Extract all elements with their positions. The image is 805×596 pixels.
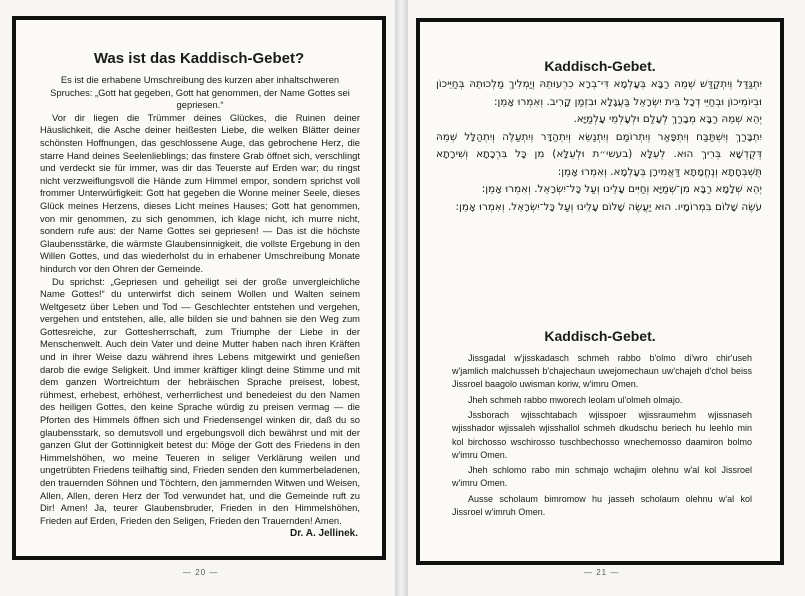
author-signature: Dr. A. Jellinek. (290, 528, 358, 539)
right-page-frame (416, 18, 784, 565)
translit-paragraph-2: Jheh schmeh rabbo mworech leolam ul'olmeh olmajo. (468, 394, 683, 405)
book-gutter (395, 0, 408, 596)
left-page (0, 0, 395, 596)
translit-paragraph-3: Jssborach wjisschtabach wjisspoer wjissraumehm wjissnaseh wjisshador wjissaleh wjisshallol schmeh dkudschu beriech hu leehlo min kol birchosso wschirosso tuschbechosso wnechemosso daamiron bolmo w'imru Omen. (452, 410, 752, 460)
left-page-title: Was ist das Kaddisch-Gebet? (93, 50, 305, 67)
left-page-body (40, 74, 360, 527)
hebrew-section-title: Kaddisch-Gebet. (544, 58, 656, 74)
translit-paragraph-4: Jheh schlomo rabo min schmajo wchajim olehnu w'al kol Jissroel w'imru Omen. (452, 465, 752, 489)
hebrew-paragraph-5: עֹשֶׂה שָׁלוֹם בִּמְרוֹמָיו. הוּא יַעֲשֶׂה שָׁלוֹם עָלֵינוּ וְעַל כָּל־יִשְׂרָאֵל. וְאִמְרוּ אָמֵן: (455, 200, 762, 213)
hebrew-kaddish-text (436, 76, 762, 216)
right-page-number: — 21 — (584, 568, 620, 577)
hebrew-paragraph-4: יְהֵא שְׁלָמָא רַבָּא מִן־שְׁמַיָּא וְחַיִּים עָלֵינוּ וְעַל כָּל־יִשְׂרָאֵל. וְאִמְרוּ אָמֵן: (481, 183, 762, 195)
hebrew-paragraph-2: יְהֵא שְׁמֵהּ רַבָּא מְבָרַךְ לְעָלַם וּלְעָלְמֵי עָלְמַיָּא. (573, 113, 762, 125)
left-paragraph-1: Es ist die erhabene Umschreibung des kurzen aber inhaltschweren Spruches: „Gott hat gegeben, Gott hat genommen, der Name Gottes sei gepriesen.“ (50, 74, 350, 111)
left-paragraph-3: Du sprichst: „Gepriesen und geheiligt sei der große unvergleichliche Name Gottes!“ du unterwirfst dich seinem Wollen und Walten seinem Weltgesetz über Leben und Tod — Geschlechter entstehen und vergehen, vergehen und entstehen, alle, alle bilden sie und bahnen sie den Weg zum Gottesreiche, zur Gottesherrschaft, zum Triumphe der Liebe in der Menschenwelt. Auch dein Vater und deine Mutter haben nach ihren Kräften und in ihrer Weise dazu während ihres Lebens mitgewirkt und genießen darob die ewige Seligkeit. Und immer kräftiger klingt deine Stimme und mit dem ganzen Wortreichtum der hebräischen Sprache preisest, lobest, rühmest, erhebest, erhöhest, verherrlichest und benedeiest du den Namen des heiligen Gottes, den keine Sprache würdig zu preisen vermag — die Pforten des Himmels öffnen sich und Friedensengel winken dir, daß du so glaubensstark, so demutsvoll und ergebungsvoll dich bewährst und mit der ganzen Glut der Gottinnigkeit betest du: Möge der Gott des Friedens in den Himmelshöhen, wo meine Teueren in seliger Verklärung weilen und ungetrübten Friedens teilhaftig sind, Frieden senden den kummerbeladenen, den trauernden Söhnen und Töchtern, den jammernden Witwen und Weisen, Allen, Allen, deren Herz der Tod verwundet hat, und die Gemeinde ruft zu Dir! Amen! Ja, teurer Glaubensbruder, Frieden in den Himmelshöhen, Frieden auf Erden, Frieden den Seligen, Frieden den Trauernden! Amen. (40, 275, 360, 526)
translit-paragraph-5: Ausse scholaum bimromow hu jasseh scholaum olehnu w'al kol Jissroel w'imruh Omen. (452, 493, 752, 518)
left-page-frame (12, 16, 386, 560)
hebrew-paragraph-3: יִתְבָּרַךְ וְיִשְׁתַּבַּח וְיִתְפָּאַר וְיִתְרוֹמַם וְיִתְנַשֵּׂא וְיִתְהַדָּר וְיִתְעַלֶּה וְיִתְהַלָּל שְׁמֵהּ דְּקֻדְשָׁא בְּרִיךְ הוּא. לְעֵלָּא (בעשי״ת וּלְעֵלָּא) מִן כָּל בִּרְכָתָא וְשִׁירָתָא תֻּשְׁבְּחָתָא וְנֶחֱמָתָא דַּאֲמִירָן בְּעָלְמָא. וְאִמְרוּ אָמֵן: (436, 130, 762, 178)
left-paragraph-2: Vor dir liegen die Trümmer deines Glückes, die Ruinen deiner Häuslichkeit, die Asche deiner heißesten Liebe, die welken Blätter deiner schönsten Hoffnungen, das geschlossene Auge, das gebrochene Herz, die starre Hand deines Seelenlieblings; das finstere Grab öffnet sich, verschlingt und verdeckt sie für immer, was dir das Teuerste auf Erden war; du ringst nicht verzweiflungsvoll die Hände zum Himmel empor, sondern sprichst voll frommer Unterwürfigkeit: Gott hat gegeben die Wonne meiner Seele, dieses Glück meines Herzens, dieses Licht meines Hauses; Gott hat genommen, von mir genommen, zu sich genommen, ich klage nicht, ich murre nicht, sondern rufe aus: der Name Gottes sei gepriesen! — Das ist die höchste Glaubensstärke, die wärmste Glaubensinnigkeit, die vollste Ergebung in den Willen Gottes, und das wiederholst du in erhabener Umschreibung Monate hindurch vor den Ohren der Gemeinde. (40, 111, 360, 274)
translit-paragraph-1: Jissgadal w'jisskadasch schmeh rabbo b'olmo di'wro chir'useh w'jamlich malchusseh b'chajechaun uwejomechaun uw'chajeh d'chol beiss Jissroel baagolo uwisman koriw, w'imru Omen. (452, 353, 752, 390)
left-page-number: — 20 — (183, 568, 219, 577)
right-page (408, 0, 805, 596)
hebrew-paragraph-1: יִתְגַּדַּל וְיִתְקַדַּשׁ שְׁמֵהּ רַבָּא בְּעָלְמָא דִּי־בְרָא כִרְעוּתֵהּ וְיַמְלִיךְ מַלְכוּתֵהּ בְּחַיֵּיכוֹן וּבְיוֹמֵיכוֹן וּבְחַיֵּי דְכָל בֵּית יִשְׂרָאֵל בַּעֲגָלָא וּבִזְמַן קָרִיב. וְאִמְרוּ אָמֵן: (436, 78, 762, 108)
transliteration-section-title: Kaddisch-Gebet. (544, 328, 656, 344)
transliteration-text (452, 352, 752, 522)
